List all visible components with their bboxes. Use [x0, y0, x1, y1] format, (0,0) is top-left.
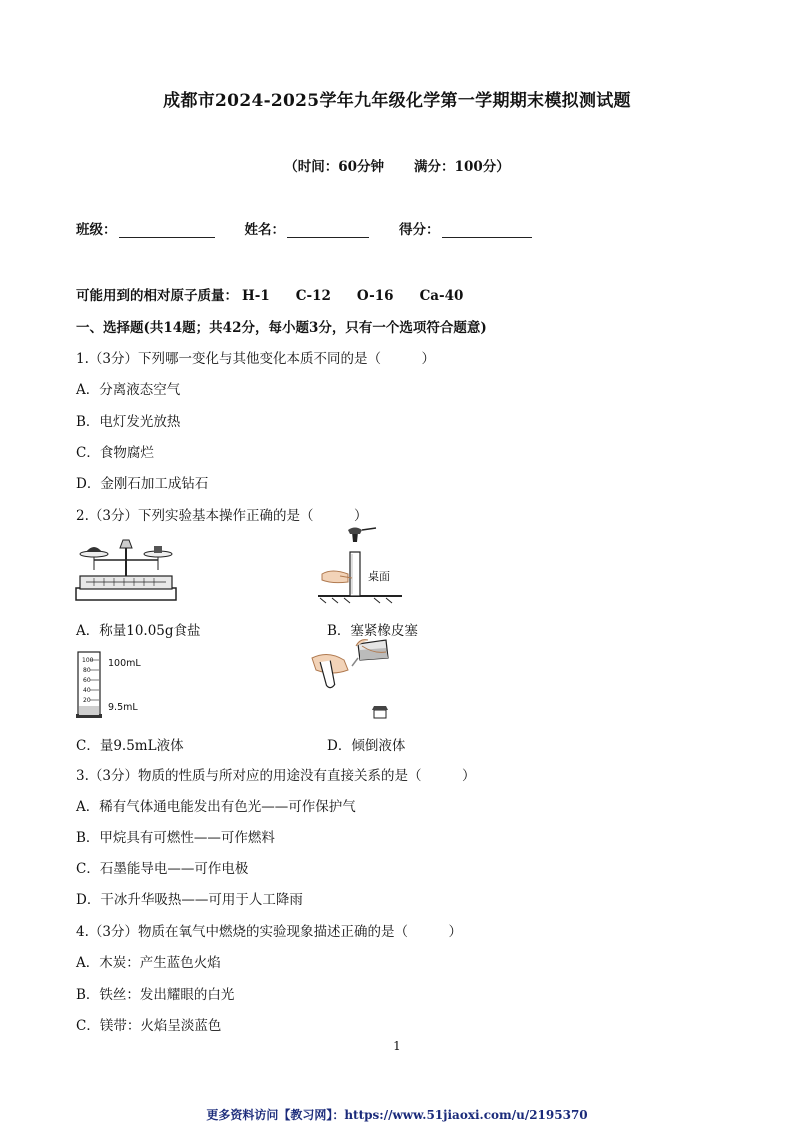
question-4-option-a[interactable]: A．木炭：产生蓝色火焰 — [76, 955, 221, 971]
section-heading: 一、选择题(共14题；共42分，每小题3分，只有一个选项符合题意) — [76, 320, 487, 336]
balance-figure — [74, 534, 178, 604]
class-blank[interactable] — [119, 223, 215, 238]
tick-100: 100 — [82, 657, 94, 664]
score-field[interactable] — [399, 218, 532, 238]
score-blank[interactable] — [442, 223, 532, 238]
tick-40: 40 — [83, 687, 91, 694]
question-1-option-a[interactable]: A．分离液态空气 — [76, 382, 181, 398]
table-label: 桌面 — [368, 570, 390, 583]
mass-o: O-16 — [356, 288, 394, 304]
atomic-masses-label: 可能用到的相对原子质量： — [76, 288, 238, 304]
tick-60: 60 — [83, 677, 91, 684]
exam-time: （时间：60分钟 — [284, 159, 385, 175]
cylinder-capacity-label: 100mL — [108, 658, 141, 669]
score-label: 得分： — [399, 222, 440, 238]
question-2-stem: 2.（3分）下列实验基本操作正确的是（ ） — [76, 508, 368, 524]
tick-20: 20 — [83, 697, 91, 704]
question-1-option-b[interactable]: B．电灯发光放热 — [76, 414, 181, 430]
graduated-cylinder-figure — [74, 648, 154, 720]
footer-link[interactable]: 更多资料访问【教习网】：https://www.51jiaoxi.com/u/2195370 — [206, 1108, 588, 1122]
exam-meta — [0, 155, 794, 175]
question-4-stem: 4.（3分）物质在氧气中燃烧的实验现象描述正确的是（ ） — [76, 924, 462, 940]
student-info-line — [76, 218, 562, 238]
stopper-figure — [318, 526, 404, 604]
question-4-option-c[interactable]: C．镁带：火焰呈淡蓝色 — [76, 1018, 222, 1034]
question-2-option-b[interactable]: B．塞紧橡皮塞 — [327, 623, 418, 639]
question-1-option-c[interactable]: C．食物腐烂 — [76, 445, 154, 461]
question-3-option-c[interactable]: C．石墨能导电——可作电极 — [76, 861, 249, 877]
question-2-option-d[interactable]: D．倾倒液体 — [327, 738, 406, 754]
cylinder-volume-label: 9.5mL — [108, 702, 138, 713]
question-4-option-b[interactable]: B．铁丝：发出耀眼的白光 — [76, 987, 235, 1003]
question-1-stem: 1.（3分）下列哪一变化与其他变化本质不同的是（ ） — [76, 351, 435, 367]
question-3-option-a[interactable]: A．稀有气体通电能发出有色光——可作保护气 — [76, 799, 356, 815]
page-title: 成都市2024-2025学年九年级化学第一学期期末模拟测试题 — [163, 91, 631, 111]
pouring-liquid-figure — [302, 636, 402, 726]
tick-80: 80 — [83, 667, 91, 674]
class-label: 班级： — [76, 222, 117, 238]
question-2-option-c[interactable]: C．量9.5mL液体 — [76, 738, 184, 754]
mass-ca: Ca-40 — [419, 288, 464, 304]
question-3-option-b[interactable]: B．甲烷具有可燃性——可作燃料 — [76, 830, 275, 846]
question-3-option-d[interactable]: D．干冰升华吸热——可用于人工降雨 — [76, 892, 303, 908]
atomic-masses — [76, 284, 489, 304]
exam-total-score: 满分：100分） — [414, 159, 510, 175]
mass-h: H-1 — [242, 288, 270, 304]
question-2-option-a[interactable]: A．称量10.05g食盐 — [76, 623, 201, 639]
name-label: 姓名： — [244, 222, 285, 238]
mass-c: C-12 — [295, 288, 331, 304]
name-field[interactable] — [245, 218, 370, 238]
class-field[interactable] — [76, 218, 215, 238]
page-number: 1 — [393, 1039, 401, 1053]
question-1-option-d[interactable]: D．金刚石加工成钻石 — [76, 476, 209, 492]
name-blank[interactable] — [287, 223, 369, 238]
question-3-stem: 3.（3分）物质的性质与所对应的用途没有直接关系的是（ ） — [76, 768, 476, 784]
